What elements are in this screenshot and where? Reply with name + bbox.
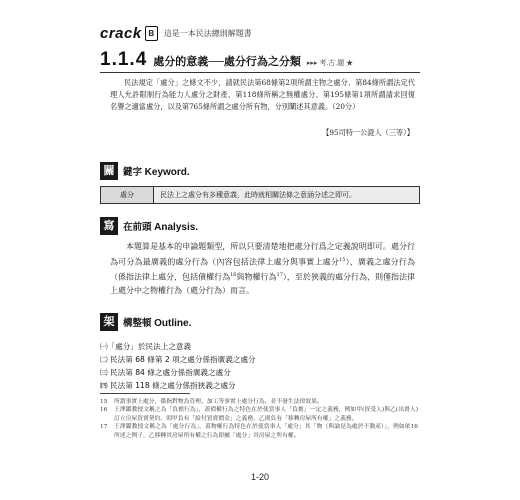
section-number: 1.1.4 [100,49,148,70]
outline-label-cn: 構整頓 [123,318,152,329]
footnote-text: 王澤鑑教授文稱之為「處分行為」，蓋物權行為特色在於使當事人「處分」其「物（與論是為處於不動產）」，例如依16所述之例子，乙移轉其房屋所有權之行為即屬「處分」其房屋之所有權。 [114,424,418,439]
page-number: 1-20 [250,472,269,482]
section-title: 處分的意義──處分行為之分類 [153,56,301,68]
footnote-number: 15 [100,399,108,405]
outline-list [100,340,420,392]
question-source: 【95司特一公證人（三等）】 [322,128,414,137]
keyword-heading [100,160,190,182]
footnote [100,398,418,406]
list-item: ㈣ 民法第 118 條之處分係指狹義之處分 [100,381,236,390]
brand-badge: B [145,26,158,41]
table-row [101,187,420,204]
footnote [100,423,418,440]
analysis-heading [100,215,198,237]
keyword-label-cn: 鍵字 [123,167,143,178]
keyword-table [100,186,420,204]
list-item: ㈢ 民法第 84 條之處分係指廣義之處分 [100,368,231,377]
analysis-label-en: Analysis. [154,222,199,233]
footnote-number: 17 [100,424,108,431]
keyword-icon: 關 [100,162,118,180]
footnote-text: 王澤鑑教授文稱之為「負擔行為」，蓋債權行為之特色在於使當事人「負擔」一定之義務，例如甲(買受人)與乙(出賣人)訂立房屋買賣契約，則甲負有「給付買賣價金」之義務，乙則負有「移轉房屋所有權」之義務。 [114,407,418,422]
exam-tag: ▸▸▸ 考.古.題 ★ [306,60,354,67]
analysis-paragraph: 本題算是基本的申論題類型，所以只要清楚地把處分行爲之定義說明即可。處分行為可分為最廣義的處分行為（內容包括法律上處分與事實上處分$^{15}$）、廣義之處分行為（係指法律上處分，包括債權行為$^{16}$與物權行為$^{17}$），至於狹義的處分行為，則僅指法律上處分中之物權行為（處分行為）而言。 [110,242,416,295]
analysis-icon: 寫 [100,217,118,235]
footnotes [100,398,418,440]
footnote-ref[interactable]: 17 [276,271,283,278]
exam-question: 民法規定「處分」之條文不少，請就民法第68條第2項所謂主物之處分、第84條所謂法定代理人允許限制行為能力人處分之財產、第118條所稱之無權處分、第195條第1項所謂請求回復名譽之適當處分，以及第765條所謂之處分所有物，分別闡述其意義。（20分） [110,78,415,111]
footnote-number: 16 [100,407,108,414]
outline-label-en: Outline. [154,318,192,329]
book-subtitle: 這是一本民法總則解題書 [163,29,252,38]
keyword-term: 處分 [101,187,154,204]
analysis-label-cn: 在前頭 [123,222,152,233]
footnote-divider [100,393,190,394]
footnote-text: 所謂事實上處分，係指對物為管理、加工等事實上處分行為，並不發生法律效果。 [114,399,323,405]
footnote [100,406,418,423]
keyword-label-en: Keyword. [144,167,190,178]
list-item: ㈡ 民法第 68 條第 2 項之處分係指廣義之處分 [100,355,256,364]
section-heading [100,49,420,71]
brand-logo: crack [100,25,142,42]
keyword-definition: 民法上之處分有多種意義，此時就相關法條之意涵分述之即可。 [154,187,420,204]
outline-icon: 架 [100,313,118,331]
book-brand [100,25,252,42]
footnote-ref[interactable]: 16 [230,271,237,278]
list-item: ㈠「處分」於民法上之意義 [100,342,192,351]
footnote-ref[interactable]: 15 [339,256,346,263]
section-divider [100,72,420,73]
outline-heading [100,311,191,333]
